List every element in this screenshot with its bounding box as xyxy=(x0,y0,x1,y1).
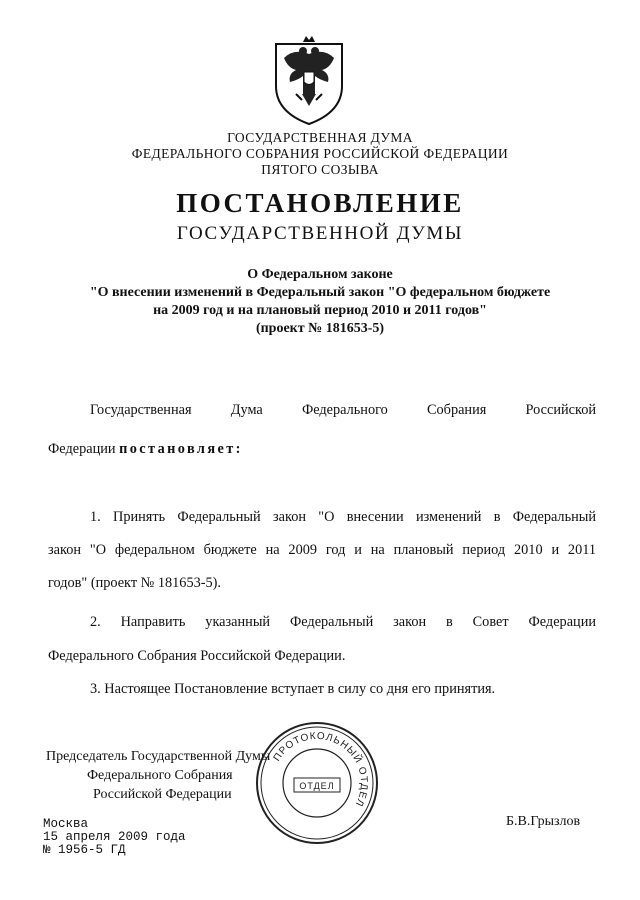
registration-number: № 1956-5 ГД xyxy=(43,843,126,857)
item-3-line-1: 3. Настоящее Постановление вступает в силу со дня его принятия. xyxy=(90,681,496,697)
item-1-line-3: годов" (проект № 181653-5). xyxy=(48,575,221,591)
preamble-prefix: Федерации xyxy=(48,441,120,457)
document-type: ПОСТАНОВЛЕНИЕ xyxy=(176,188,464,218)
signatory-name: Б.В.Грызлов xyxy=(506,814,581,829)
stamp-center-text: ОТДЕЛ xyxy=(299,781,335,791)
header-line-2: ФЕДЕРАЛЬНОГО СОБРАНИЯ РОССИЙСКОЙ ФЕДЕРАЦИИ xyxy=(131,146,509,161)
signatory-position-3: Российской Федерации xyxy=(93,787,232,802)
signatory-position-2: Федерального Собрания xyxy=(87,768,233,783)
subject-line-4: (проект № 181653-5) xyxy=(255,321,385,336)
header-line-3: ПЯТОГО СОЗЫВА xyxy=(261,162,379,177)
preamble-line-1: Государственная Дума Федерального Собрания Российской xyxy=(90,402,596,418)
preamble-line-2 xyxy=(48,441,243,458)
official-stamp xyxy=(252,718,382,848)
item-1-line-1: 1. Принять Федеральный закон "О внесении изменений в Федеральный xyxy=(90,509,596,525)
subject-line-2: "О внесении изменений в Федеральный закон "О федеральном бюджете xyxy=(89,285,551,300)
date: 15 апреля 2009 года xyxy=(43,830,186,844)
stamp-text: ПРОТОКОЛЬНЫЙ ОТДЕЛ xyxy=(271,730,370,809)
subject-line-3: на 2009 год и на плановый период 2010 и 2011 годов" xyxy=(153,303,487,318)
signatory-position-1: Председатель Государственной Думы xyxy=(46,749,271,764)
header-line-1: ГОСУДАРСТВЕННАЯ ДУМА xyxy=(227,130,413,145)
coat-of-arms-icon xyxy=(270,34,348,126)
document-issuer: ГОСУДАРСТВЕННОЙ ДУМЫ xyxy=(176,223,464,244)
city: Москва xyxy=(43,817,89,831)
item-2-line-1: 2. Направить указанный Федеральный закон в Совет Федерации xyxy=(90,614,596,630)
item-1-line-2: закон "О федеральном бюджете на 2009 год и на плановый период 2010 и 2011 xyxy=(48,542,596,558)
item-2-line-2: Федерального Собрания Российской Федерации. xyxy=(48,648,346,664)
subject-line-1: О Федеральном законе xyxy=(247,267,393,282)
preamble-verb: постановляет: xyxy=(119,441,243,457)
